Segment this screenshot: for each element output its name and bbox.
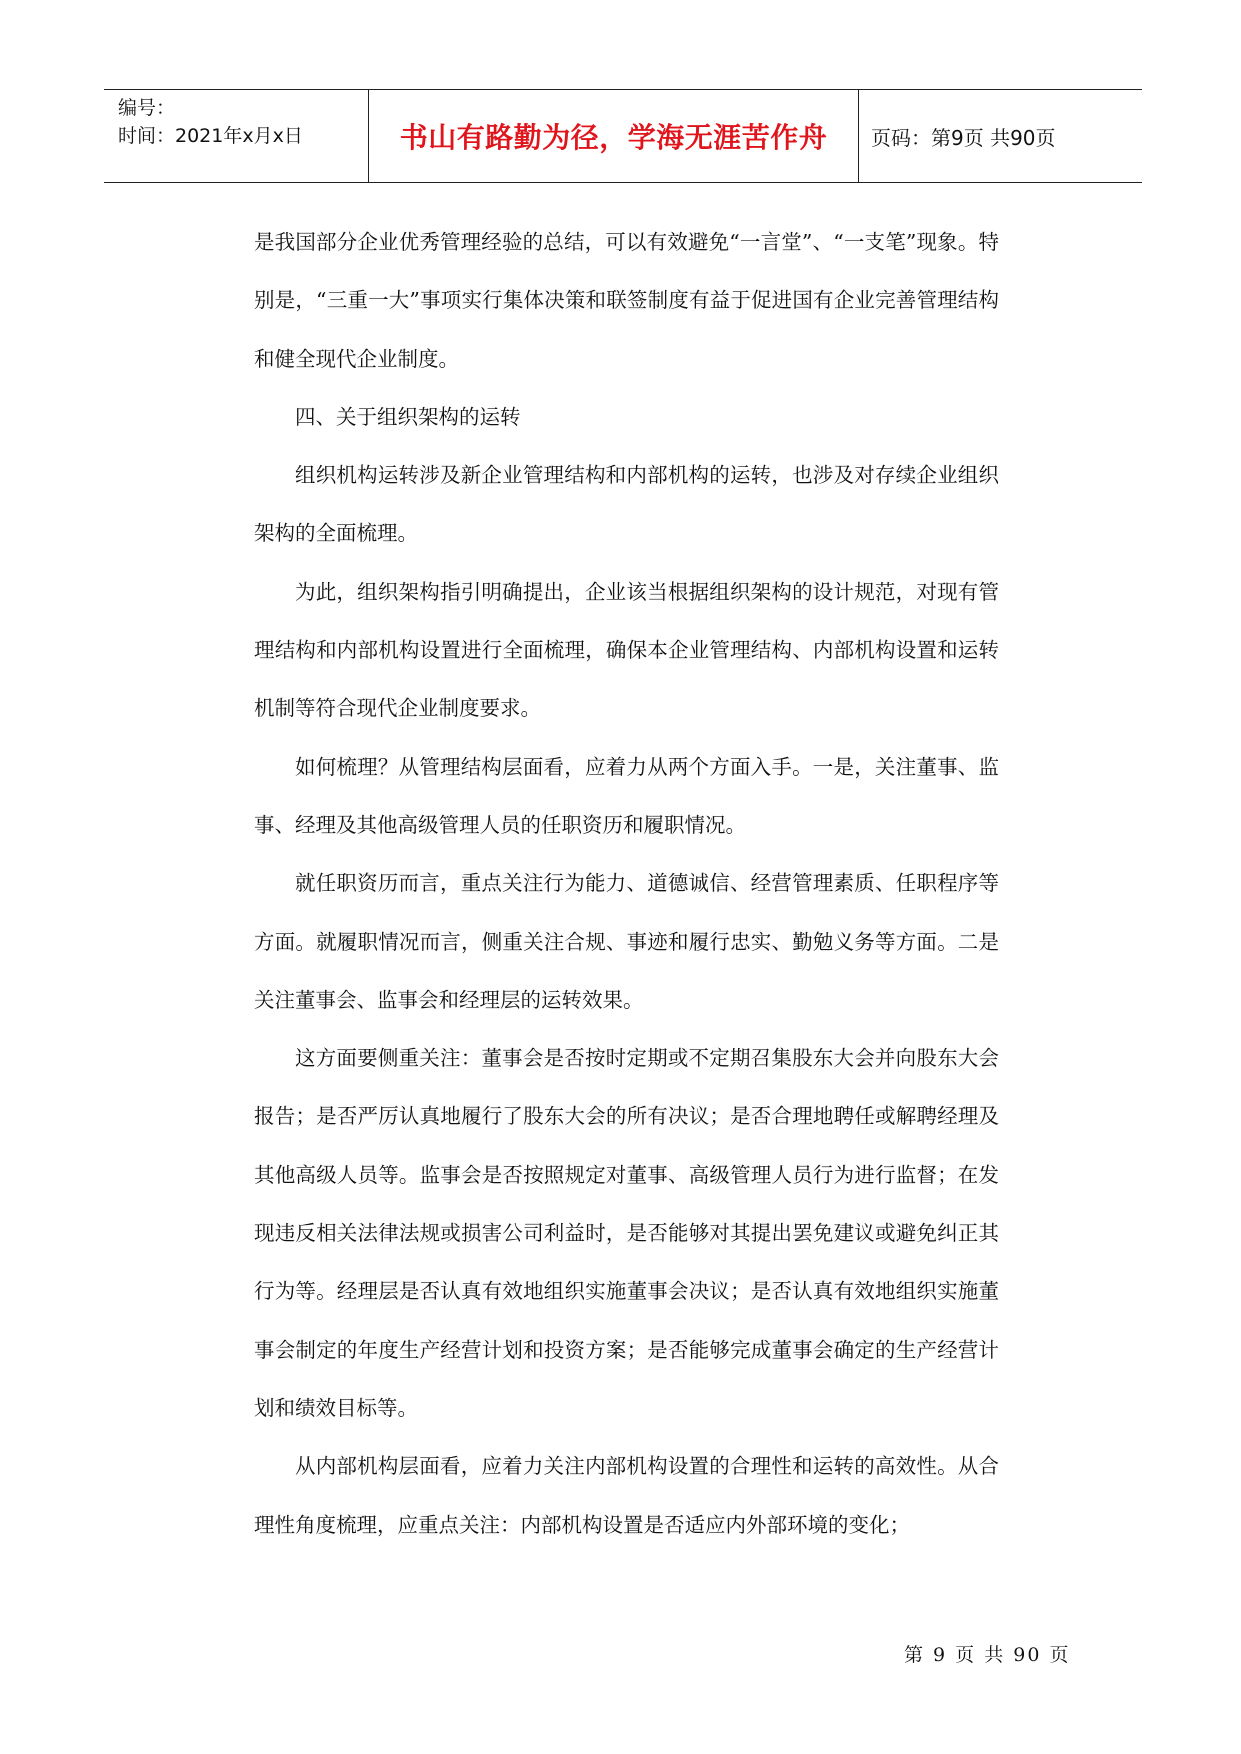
page-header [104, 89, 1142, 183]
document-body [254, 213, 999, 1554]
paragraph: 从内部机构层面看，应着力关注内部机构设置的合理性和运转的高效性。从合理性角度梳理，应重点关注：内部机构设置是否适应内外部环境的变化； [254, 1454, 999, 1537]
paragraph: 这方面要侧重关注：董事会是否按时定期或不定期召集股东大会并向股东大会报告；是否严厉认真地履行了股东大会的所有决议；是否合理地聘任或解聘经理及其他高级人员等。监事会是否按照规定对董事、高级管理人员行为进行监督；在发现违反相关法律法规或损害公司利益时，是否能够对其提出罢免建议或避免纠正其行为等。经理层是否认真有效地组织实施董事会决议；是否认真有效地组织实施董事会制定的年度生产经营计划和投资方案；是否能够完成董事会确定的生产经营计划和绩效目标等。 [254, 1046, 999, 1420]
paragraph: 如何梳理？从管理结构层面看，应着力从两个方面入手。一是，关注董事、监事、经理及其他高级管理人员的任职资历和履职情况。 [254, 754, 999, 837]
header-page-code: 页码：第9页 共90页 [871, 125, 1056, 150]
paragraph: 组织机构运转涉及新企业管理结构和内部机构的运转，也涉及对存续企业组织架构的全面梳理。 [254, 463, 999, 546]
page-footer: 第 9 页 共 90 页 [904, 1644, 1071, 1666]
document-time-label: 时间：2021年x月x日 [118, 125, 303, 147]
section-heading: 四、关于组织架构的运转 [295, 404, 521, 429]
paragraph: 是我国部分企业优秀管理经验的总结，可以有效避免“一言堂”、“一支笔”现象。特别是，“三重一大”事项实行集体决策和联签制度有益于促进国有企业完善管理结构和健全现代企业制度。 [254, 230, 999, 371]
paragraph: 就任职资历而言，重点关注行为能力、道德诚信、经营管理素质、任职程序等方面。就履职情况而言，侧重关注合规、事迹和履行忠实、勤勉义务等方面。二是关注董事会、监事会和经理层的运转效果。 [254, 871, 999, 1012]
header-info-cell [104, 90, 369, 182]
paragraph: 为此，组织架构指引明确提出，企业该当根据组织架构的设计规范，对现有管理结构和内部机构设置进行全面梳理，确保本企业管理结构、内部机构设置和运转机制等符合现代企业制度要求。 [254, 579, 999, 721]
header-motto: 书山有路勤为径，学海无涯苦作舟 [369, 90, 859, 182]
document-number-label: 编号： [118, 97, 176, 119]
